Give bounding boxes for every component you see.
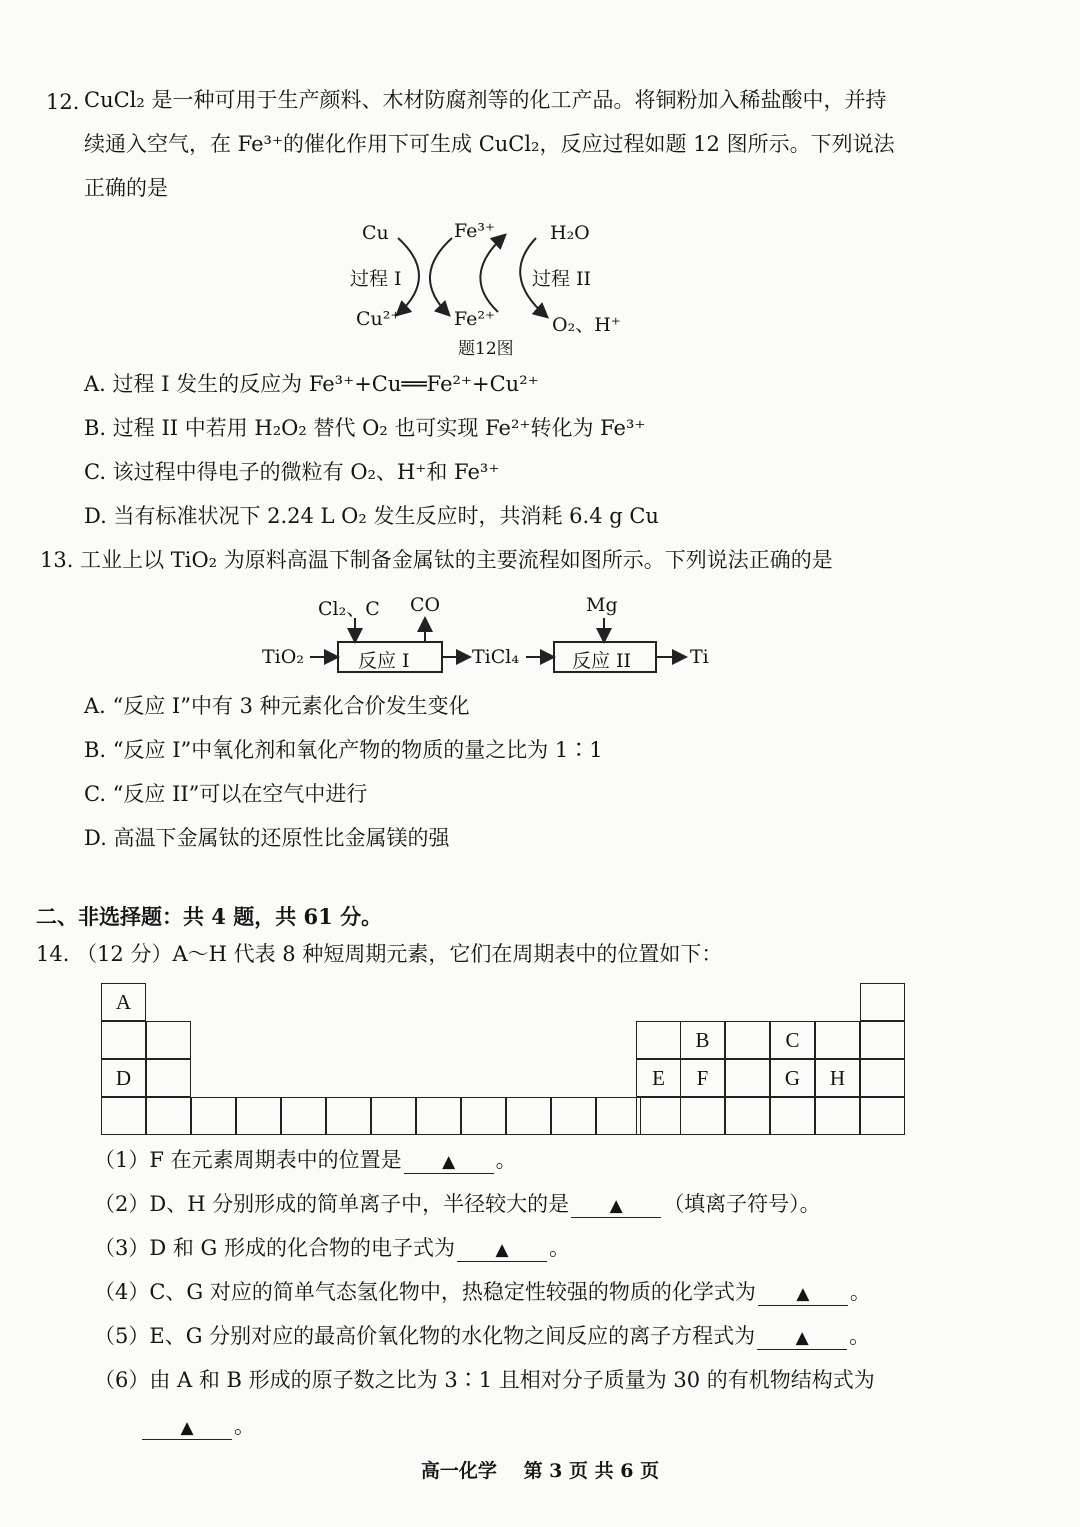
cell-g: G: [770, 1059, 815, 1097]
label-cu2: Cu²⁺: [356, 308, 401, 330]
label-fe2: Fe²⁺: [454, 308, 496, 330]
q14-stem: 14. （12 分）A～H 代表 8 种短周期元素，它们在周期表中的位置如下：: [36, 942, 723, 966]
flow-reaction1: 反应 I: [358, 650, 410, 672]
answer-blank-5[interactable]: ▲: [757, 1324, 847, 1350]
label-fe3: Fe³⁺: [454, 220, 496, 242]
q14-sub1: （1）F 在元素周期表中的位置是 ▲ 。: [94, 1148, 517, 1174]
q12-stem-line2: 续通入空气，在 Fe³⁺的催化作用下可生成 CuCl₂，反应过程如题 12 图所示。下列说法: [84, 132, 895, 156]
label-o2h: O₂、H⁺: [552, 314, 621, 336]
q12-option-b: B. 过程 II 中若用 H₂O₂ 替代 O₂ 也可实现 Fe²⁺转化为 Fe³⁺: [84, 416, 646, 440]
q12-option-c: C. 该过程中得电子的微粒有 O₂、H⁺和 Fe³⁺: [84, 460, 500, 484]
label-h2o: H₂O: [550, 222, 590, 244]
answer-blank-2[interactable]: ▲: [571, 1192, 661, 1218]
answer-blank-6[interactable]: ▲: [142, 1414, 232, 1440]
answer-blank-1[interactable]: ▲: [404, 1148, 494, 1174]
cell-a: A: [101, 983, 146, 1021]
footer-page-number: 第 3 页 共 6 页: [523, 1460, 660, 1482]
flow-in-mg: Mg: [586, 594, 618, 616]
footer-subject: 高一化学: [420, 1460, 497, 1482]
q12-option-d: D. 当有标准状况下 2.24 L O₂ 发生反应时，共消耗 6.4 g Cu: [84, 504, 659, 528]
cell-c: C: [770, 1021, 815, 1059]
q12-option-a: A. 过程 I 发生的反应为 Fe³⁺+Cu══Fe²⁺+Cu²⁺: [84, 372, 539, 396]
cell-h: H: [815, 1059, 860, 1097]
flow-start-tio2: TiO₂: [262, 646, 304, 668]
section2-heading: 二、非选择题：共 4 题，共 61 分。: [36, 904, 383, 929]
q14-sub6-answer: ▲ 。: [140, 1414, 255, 1440]
q14-sub5: （5）E、G 分别对应的最高价氧化物的水化物之间反应的离子方程式为 ▲ 。: [94, 1324, 870, 1350]
cell-b: B: [680, 1021, 725, 1059]
q14-sub3: （3）D 和 G 形成的化合物的电子式为 ▲ 。: [94, 1236, 570, 1262]
figure-caption: 题12图: [458, 339, 514, 359]
cell-e: E: [636, 1059, 681, 1097]
cell-f: F: [680, 1059, 725, 1097]
q13-option-d: D. 高温下金属钛的还原性比金属镁的强: [84, 826, 450, 850]
flow-reaction2: 反应 II: [572, 650, 632, 672]
q12-number: 12.: [46, 90, 80, 114]
label-process1: 过程 I: [350, 268, 402, 290]
label-cu: Cu: [362, 222, 389, 244]
q13-option-b: B. “反应 I”中氧化剂和氧化产物的物质的量之比为 1∶1: [84, 738, 603, 762]
flow-in-cl2c: Cl₂、C: [318, 598, 380, 620]
answer-blank-4[interactable]: ▲: [758, 1280, 848, 1306]
q13-stem: 13. 工业上以 TiO₂ 为原料高温下制备金属钛的主要流程如图所示。下列说法正确的是: [40, 548, 833, 572]
q14-sub2: （2）D、H 分别形成的简单离子中，半径较大的是 ▲ （填离子符号）。: [94, 1192, 821, 1218]
flow-mid-ticl4: TiCl₄: [472, 646, 519, 668]
q12-stem-line3: 正确的是: [84, 176, 168, 200]
q12-stem-line1: CuCl₂ 是一种可用于生产颜料、木材防腐剂等的化工产品。将铜粉加入稀盐酸中，并持: [84, 88, 887, 112]
q14-sub4: （4）C、G 对应的简单气态氢化物中，热稳定性较强的物质的化学式为 ▲ 。: [94, 1280, 871, 1306]
flow-out-co: CO: [410, 594, 441, 616]
process1-arrow-right: [430, 238, 452, 314]
q13-option-c: C. “反应 II”可以在空气中进行: [84, 782, 368, 806]
cell-d: D: [101, 1059, 146, 1097]
label-process2: 过程 II: [532, 268, 592, 290]
page-footer: [0, 1456, 1080, 1483]
answer-blank-3[interactable]: ▲: [457, 1236, 547, 1262]
q14-sub6: （6）由 A 和 B 形成的原子数之比为 3∶1 且相对分子质量为 30 的有机物结构式为: [94, 1368, 875, 1392]
q13-option-a: A. “反应 I”中有 3 种元素化合价发生变化: [84, 694, 470, 718]
process2-arrow-left: [480, 236, 504, 312]
flow-end-ti: Ti: [690, 646, 709, 668]
